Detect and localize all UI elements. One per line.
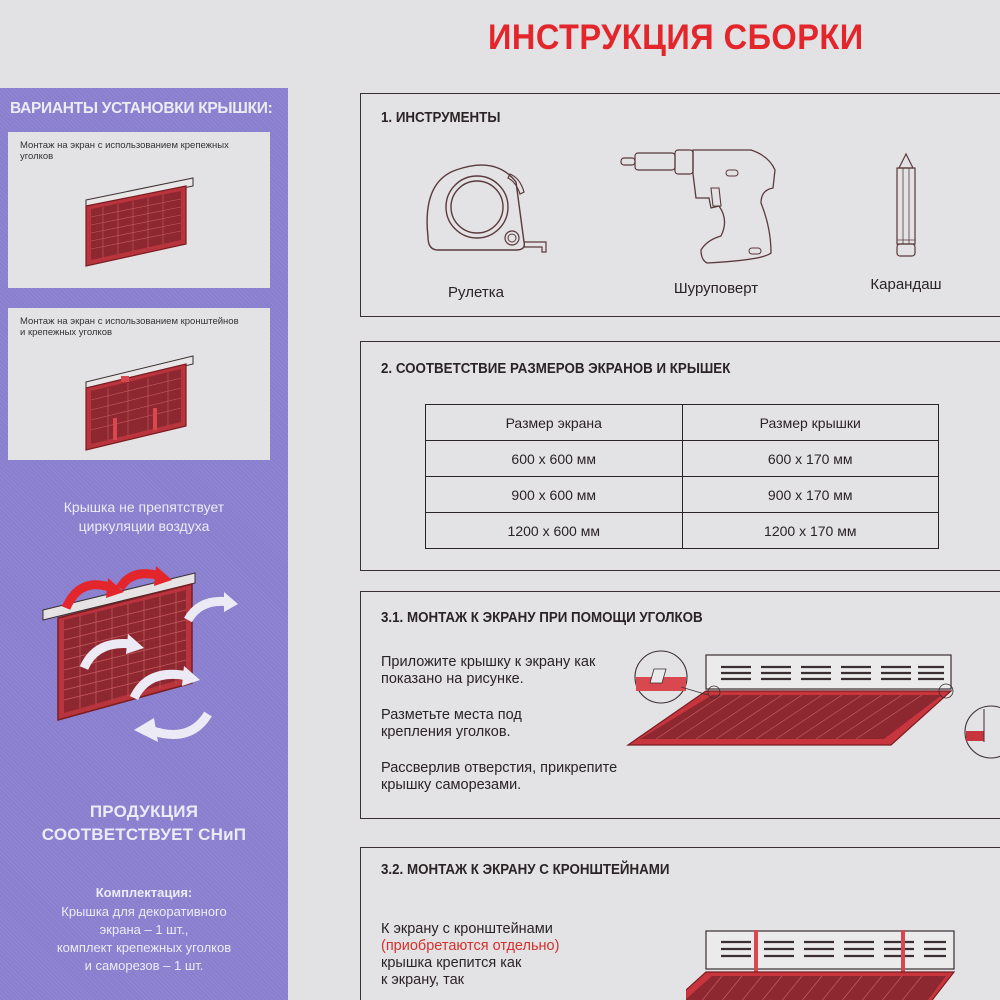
column-header: Размер экрана	[426, 405, 683, 441]
mount-brackets-diagram	[686, 928, 986, 1000]
airflow-note-line: Крышка не препятствует	[63, 499, 225, 515]
step-line-note: (приобретаются отдельно)	[381, 938, 560, 954]
cover-with-corners-illustration	[83, 172, 203, 272]
table-row	[426, 513, 939, 549]
table-row	[426, 477, 939, 513]
section-title: 3.2. МОНТАЖ К ЭКРАНУ С КРОНШТЕЙНАМИ	[381, 862, 670, 878]
step-text: Разметьте места под крепления уголков.	[381, 707, 522, 740]
kit-contents	[0, 903, 288, 975]
option-caption: Монтаж на экран с использованием крепежных уголков	[20, 140, 229, 162]
section-sizes	[360, 341, 1000, 571]
mount-corners-diagram	[626, 647, 1000, 762]
tool-drill	[611, 148, 791, 297]
tool-label: Шуруповерт	[673, 280, 759, 297]
tool-pencil	[851, 152, 961, 293]
cell-screen-size: 1200 x 600 мм	[426, 513, 683, 549]
airflow-note	[0, 498, 288, 536]
sidebar-install-options	[0, 88, 288, 1000]
kit-line: и саморезов – 1 шт.	[84, 958, 204, 973]
step-line: К экрану с кронштейнами	[381, 921, 553, 937]
kit-title: Комплектация:	[95, 885, 193, 900]
step-text: Рассверлив отверстия, прикрепите крышку саморезами.	[381, 760, 618, 793]
page-title: ИНСТРУКЦИЯ СБОРКИ	[488, 18, 864, 57]
step-text: Приложите крышку к экрану как показано на рисунке.	[381, 654, 596, 687]
kit-line: экрана – 1 шт.,	[99, 922, 189, 937]
option-card-brackets	[8, 308, 270, 460]
compliance-note	[0, 800, 288, 846]
section-mount-brackets	[360, 847, 1000, 1000]
sizes-table	[425, 404, 939, 549]
step-line: крышка крепится как	[381, 955, 522, 971]
table-row	[426, 441, 939, 477]
section-title: 1. ИНСТРУМЕНТЫ	[381, 110, 501, 126]
cell-cover-size: 900 x 170 мм	[682, 477, 939, 513]
pencil-icon	[851, 152, 961, 262]
tool-label: Рулетка	[448, 284, 504, 301]
option-caption: Монтаж на экран с использованием кронштейнов и крепежных уголков	[20, 316, 239, 338]
tool-label: Карандаш	[870, 276, 942, 293]
column-header: Размер крышки	[682, 405, 939, 441]
airflow-note-line: циркуляции воздуха	[78, 518, 210, 534]
air-circulation-illustration	[40, 558, 240, 748]
tool-tape-measure	[416, 152, 556, 301]
step-text	[381, 921, 681, 989]
compliance-line: СООТВЕТСТВУЕТ СНиП	[41, 825, 247, 844]
cell-screen-size: 900 x 600 мм	[426, 477, 683, 513]
section-tools	[360, 93, 1000, 317]
cell-screen-size: 600 x 600 мм	[426, 441, 683, 477]
option-card-corners	[8, 132, 270, 288]
tape-measure-icon	[416, 152, 556, 262]
table-header-row	[426, 405, 939, 441]
drill-icon	[611, 148, 791, 268]
step-line: к экрану, так	[381, 972, 464, 988]
section-title: 3.1. МОНТАЖ К ЭКРАНУ ПРИ ПОМОЩИ УГОЛКОВ	[381, 610, 703, 626]
cell-cover-size: 1200 x 170 мм	[682, 513, 939, 549]
kit-line: комплект крепежных уголков	[56, 940, 232, 955]
cell-cover-size: 600 x 170 мм	[682, 441, 939, 477]
compliance-line: ПРОДУКЦИЯ	[89, 802, 199, 821]
kit-line: Крышка для декоративного	[61, 904, 227, 919]
sidebar-heading: ВАРИАНТЫ УСТАНОВКИ КРЫШКИ:	[10, 100, 273, 117]
section-mount-corners	[360, 591, 1000, 819]
section-title: 2. СООТВЕТСТВИЕ РАЗМЕРОВ ЭКРАНОВ И КРЫШЕК	[381, 361, 731, 377]
cover-with-brackets-illustration	[83, 348, 203, 453]
